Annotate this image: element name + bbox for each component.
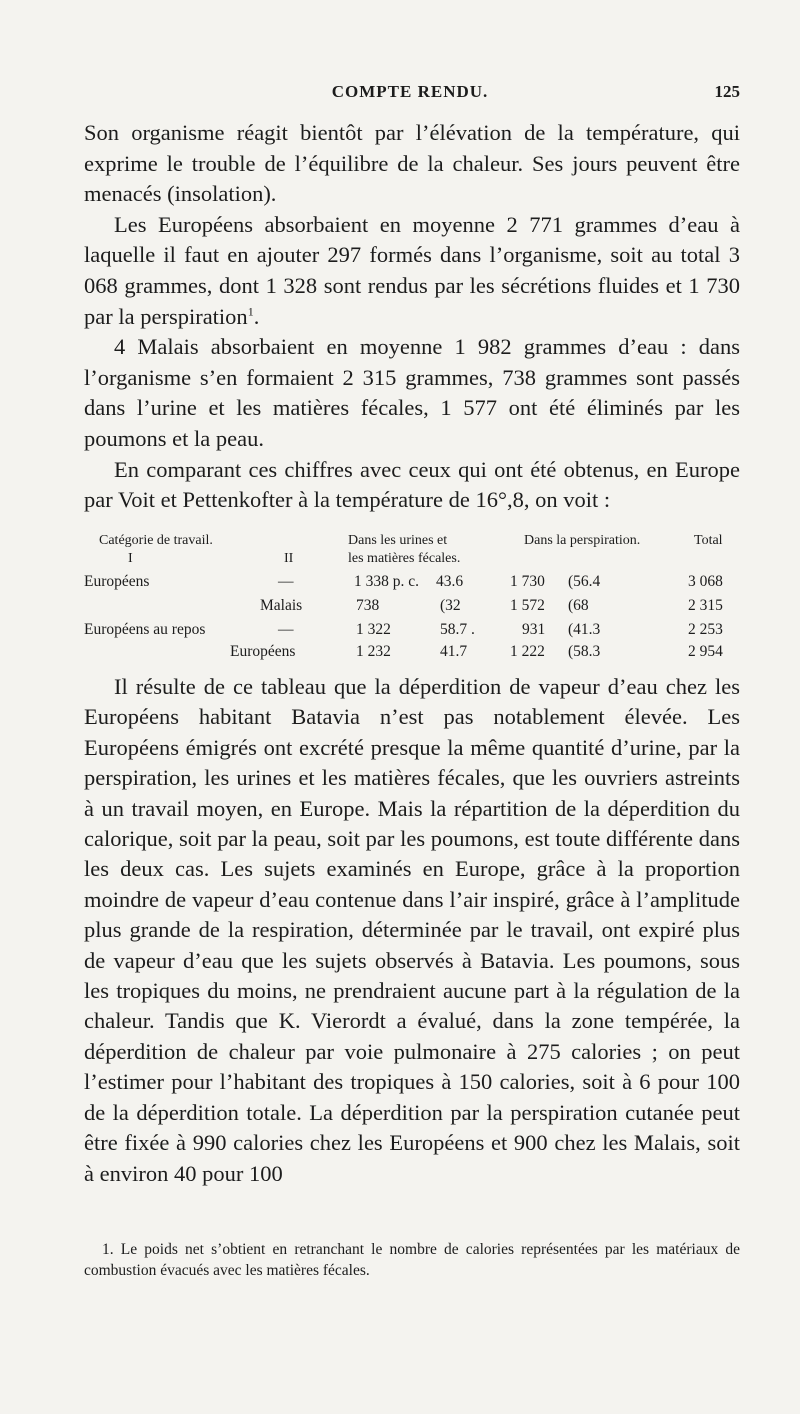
footnote-text: 1. Le poids net s’obtient en retranchant le nombre de calories représentées par les matériaux de combustion évacués avec les matières fécales. xyxy=(84,1241,740,1279)
running-title: COMPTE RENDU. xyxy=(331,82,489,101)
table-cell: Malais xyxy=(260,597,303,614)
table-header-urines: Dans les urines et xyxy=(348,533,448,548)
table-cell: 931 xyxy=(522,621,546,638)
footnote xyxy=(84,1239,740,1281)
paragraph: En comparant ces chiffres avec ceux qui ont été obtenus, en Europe par Voit et Pettenkofter à la température de 16°,8, on voit : xyxy=(84,456,740,513)
table-cell: — xyxy=(278,573,294,590)
paragraph: 4 Malais absorbaient en moyenne 1 982 grammes d’eau : dans l’organisme s’en formaient 2 315 grammes, 738 grammes sont passés dans l’urine et les matières fécales, 1 577 ont été éliminés par les poumons et la peau. xyxy=(84,334,740,451)
paragraph: Les Européens absorbaient en moyenne 2 771 grammes d’eau à laquelle il faut en ajouter 297 formés dans l’organisme, soit au total 3 068 grammes, dont 1 328 sont rendus par les sécrétions fluides et 1 730 par la perspiration$^1$. xyxy=(84,211,740,329)
table-cell: — xyxy=(278,621,294,638)
table-cell: 58.7 . xyxy=(440,621,475,638)
table-cell: 1 338 p. c. xyxy=(354,573,420,590)
table-cell: 738 xyxy=(356,597,380,614)
table-cell: Européens au repos xyxy=(84,621,206,638)
table-cell: Européens xyxy=(84,573,150,590)
table-cell: 3 068 xyxy=(688,573,723,590)
page-number: 125 xyxy=(714,82,740,101)
table-cell: 1 572 xyxy=(510,597,545,614)
table-cell: (41.3 xyxy=(568,621,601,638)
table-header-total: Total xyxy=(694,533,723,548)
table-header-category: Catégorie de travail. xyxy=(99,533,213,548)
paragraph: Son organisme réagit bientôt par l’élévation de la température, qui exprime le trouble de l’équilibre de la chaleur. Ses jours peuvent être menacés (insolation). xyxy=(84,120,740,207)
table-cell: 43.6 xyxy=(436,573,464,590)
body-text-bottom xyxy=(84,672,740,1189)
table-cell: 1 322 xyxy=(356,621,391,638)
table-cell: 1 222 xyxy=(510,643,545,660)
table-cell: 2 954 xyxy=(688,643,723,660)
paragraph: Il résulte de ce tableau que la déperdition de vapeur d’eau chez les Européens habitant Batavia n’est pas notablement élevée. Les Européens émigrés ont excrété presque la même quantité d’urine, par la perspiration, les urines et les matières fécales, que les ouvriers astreints à un travail moyen, en Europe. Mais la répartition de la déperdition du calorique, soit par la peau, soit par les poumons, est toute différente dans les deux cas. Les sujets examinés en Europe, grâce à la proportion moindre de vapeur d’eau contenue dans l’air inspiré, grâce à l’amplitude plus grande de la respiration, déterminée par le travail, ont expiré plus de vapeur d’eau que les sujets observés à Batavia. Les poumons, sous les tropiques du moins, ne prendraient aucune part à la régulation de la chaleur. Tandis que K. Vierordt a évalué, dans la zone tempérée, la déperdition de chaleur par voie pulmonaire à 275 calories ; on peut l’estimer pour l’habitant des tropiques à 150 calories, soit à 6 pour 100 de la déperdition totale. La déperdition par la perspiration cutanée peut être fixée à 990 calories chez les Européens et 900 chez les Malais, soit à environ 40 pour 100 xyxy=(84,674,740,1186)
table-cell: (56.4 xyxy=(568,573,601,590)
table-header-perspiration: Dans la perspiration. xyxy=(524,533,641,548)
table-header-col-i: I xyxy=(128,551,133,566)
table-header-col-ii: II xyxy=(284,551,294,566)
table-header-urines-2: les matières fécales. xyxy=(348,551,461,566)
table-cell: 41.7 xyxy=(440,643,468,660)
table-cell: (58.3 xyxy=(568,643,601,660)
footnote-marker: 1 xyxy=(247,304,254,319)
data-table xyxy=(84,533,744,663)
page-header xyxy=(80,82,740,106)
body-text-top xyxy=(84,118,740,516)
table-cell: 2 253 xyxy=(688,621,723,638)
table-cell: 1 232 xyxy=(356,643,391,660)
table-cell: (32 xyxy=(440,597,461,614)
table-cell: (68 xyxy=(568,597,589,614)
table-cell: Européens xyxy=(230,643,296,660)
table-cell: 2 315 xyxy=(688,597,723,614)
table-cell: 1 730 xyxy=(510,573,545,590)
